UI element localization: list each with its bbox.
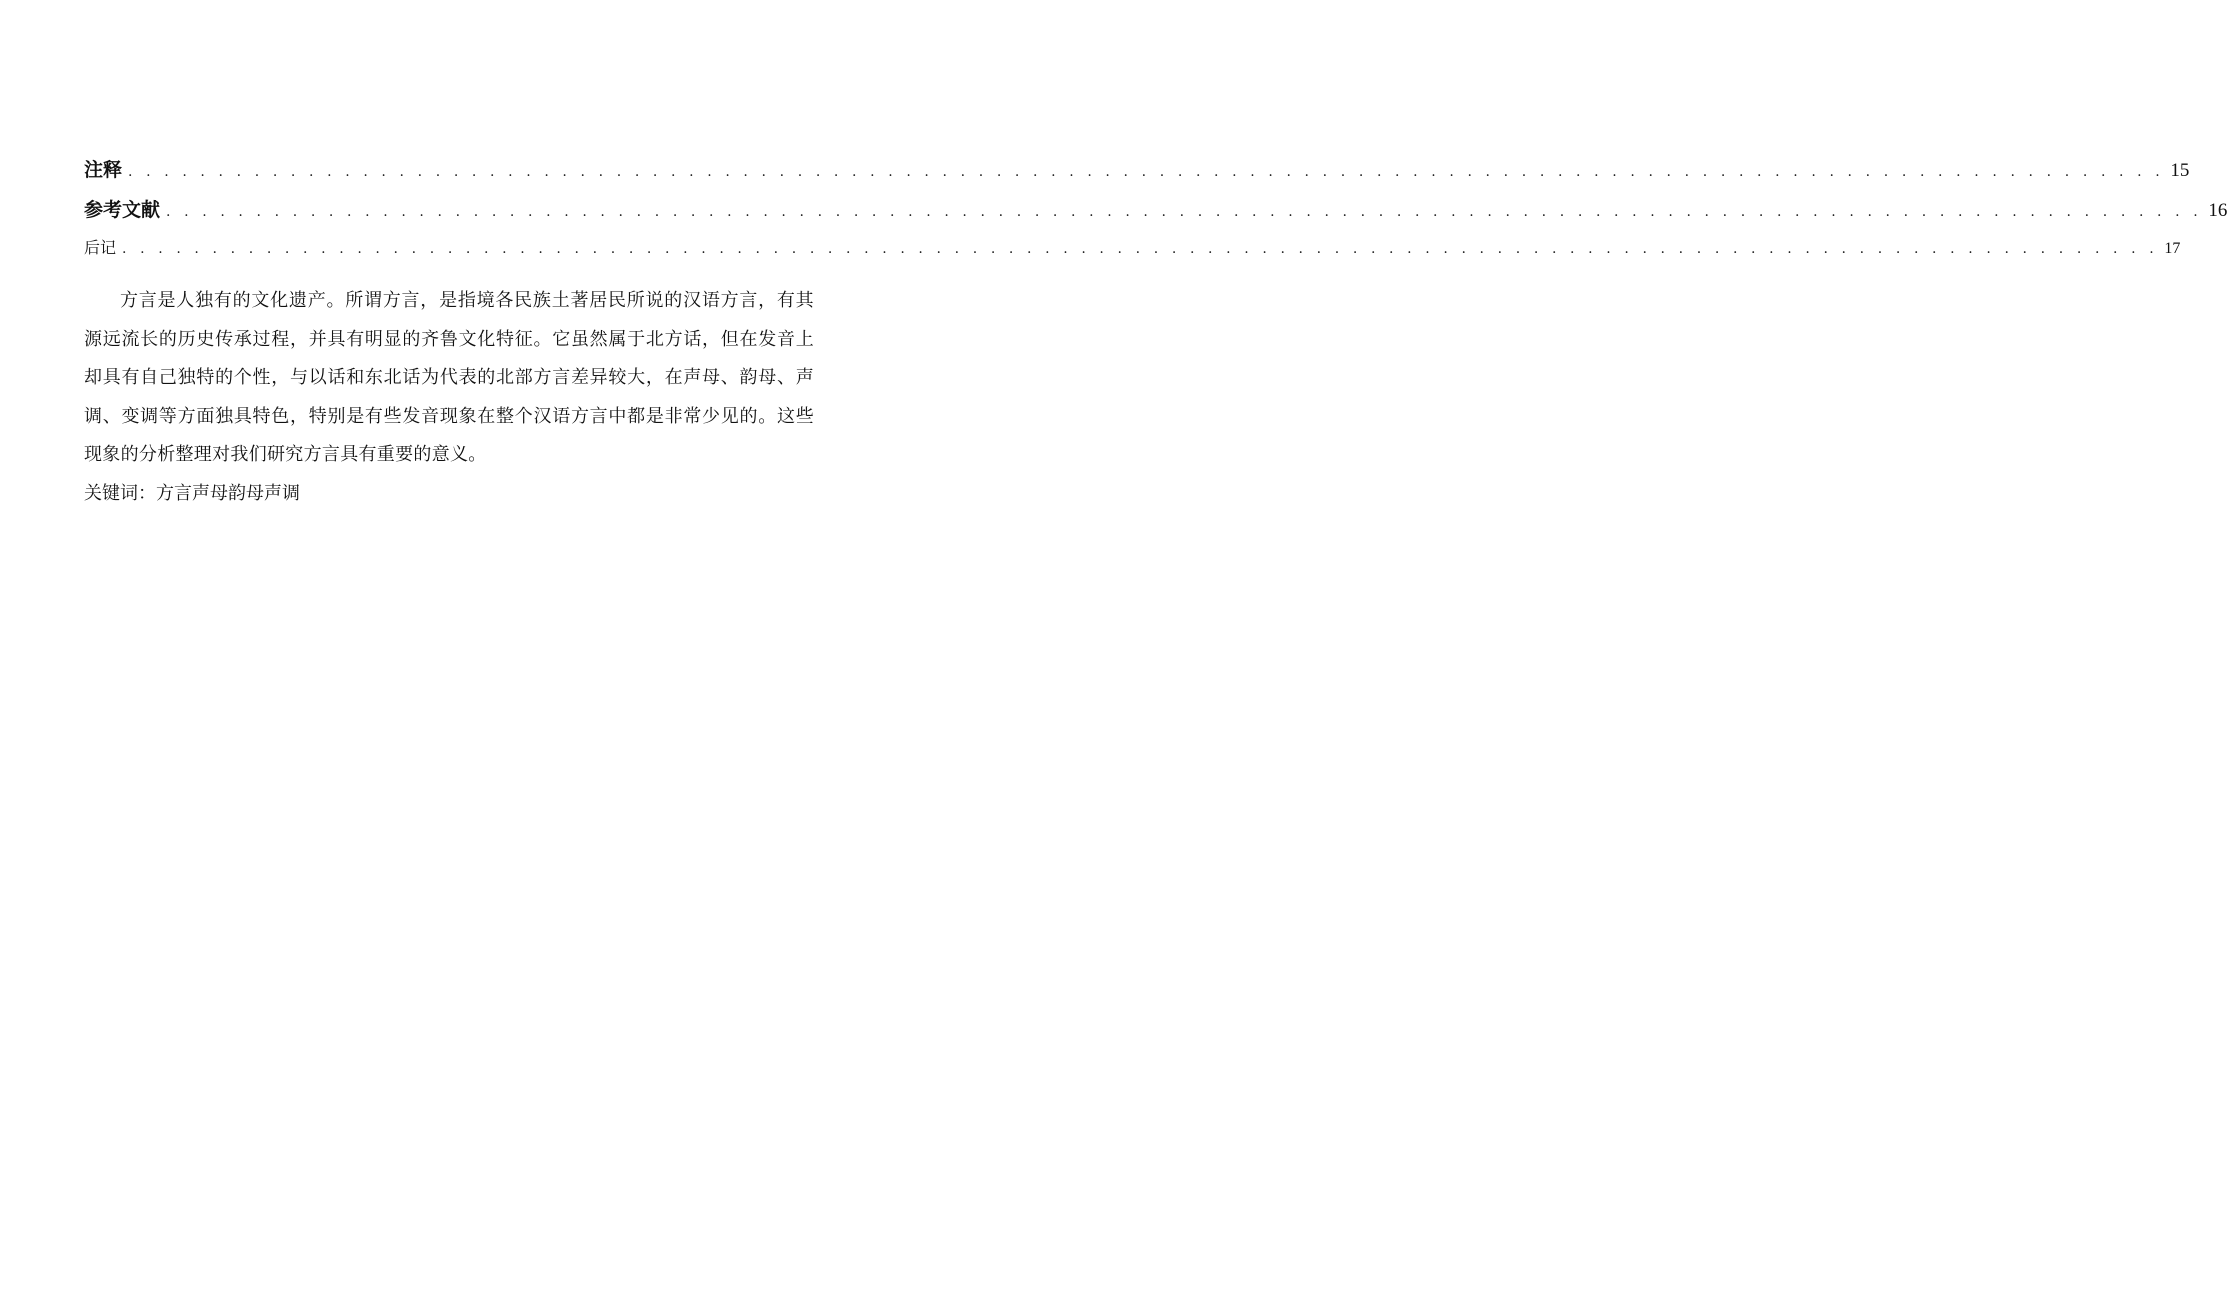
toc-leader-dots: . . . . . . . . . . . . . . . . . . . . . . . . . . . . . . . . . . . . . . . . . . . . . . . . . . . . . . . . . . . . . . . . . . . . . . . . . . . . . . . . . . . . . . . . . . . . . . . . . . . . . . . . . . . . . . . . .	[166, 204, 2203, 220]
keywords-value: 方言声母韵母声调	[156, 483, 300, 504]
toc-entry-title: 后记	[84, 238, 117, 257]
keywords-label: 关键词：	[84, 483, 156, 504]
toc-leader-dots: . . . . . . . . . . . . . . . . . . . . . . . . . . . . . . . . . . . . . . . . . . . . . . . . . . . . . . . . . . . . . . . . . . . . . . . . . . . . . . . . . . . . . . . . . . . . . . . . . . . . . . . . . . . . . . . . .	[122, 241, 2159, 257]
toc-page-number: 17	[2164, 240, 2181, 257]
toc-entry-references[interactable]	[84, 195, 2227, 235]
toc-leader-dots: . . . . . . . . . . . . . . . . . . . . . . . . . . . . . . . . . . . . . . . . . . . . . . . . . . . . . . . . . . . . . . . . . . . . . . . . . . . . . . . . . . . . . . . . . . . . . . . . . . . . . . . . . . . . . . . . .	[128, 164, 2165, 180]
keywords-line	[84, 475, 300, 513]
toc-entry-notes[interactable]	[84, 155, 2190, 195]
toc-page-number: 16	[2208, 200, 2227, 221]
toc-entry-title: 注释	[84, 159, 123, 181]
abstract-paragraph: 方言是人独有的文化遗产。所谓方言，是指境各民族土著居民所说的汉语方言，有其源远流长的历史传承过程，并具有明显的齐鲁文化特征。它虽然属于北方话，但在发音上却具有自己独特的个性，与以话和东北话为代表的北部方言差异较大，在声母、韵母、声调、变调等方面独具特色，特别是有些发音现象在整个汉语方言中都是非常少见的。这些现象的分析整理对我们研究方言具有重要的意义。	[84, 290, 814, 465]
table-of-contents	[84, 155, 2227, 269]
toc-entry-title: 参考文献	[84, 199, 161, 221]
toc-entry-afterword[interactable]	[84, 235, 2181, 269]
toc-page-number: 15	[2170, 160, 2190, 181]
